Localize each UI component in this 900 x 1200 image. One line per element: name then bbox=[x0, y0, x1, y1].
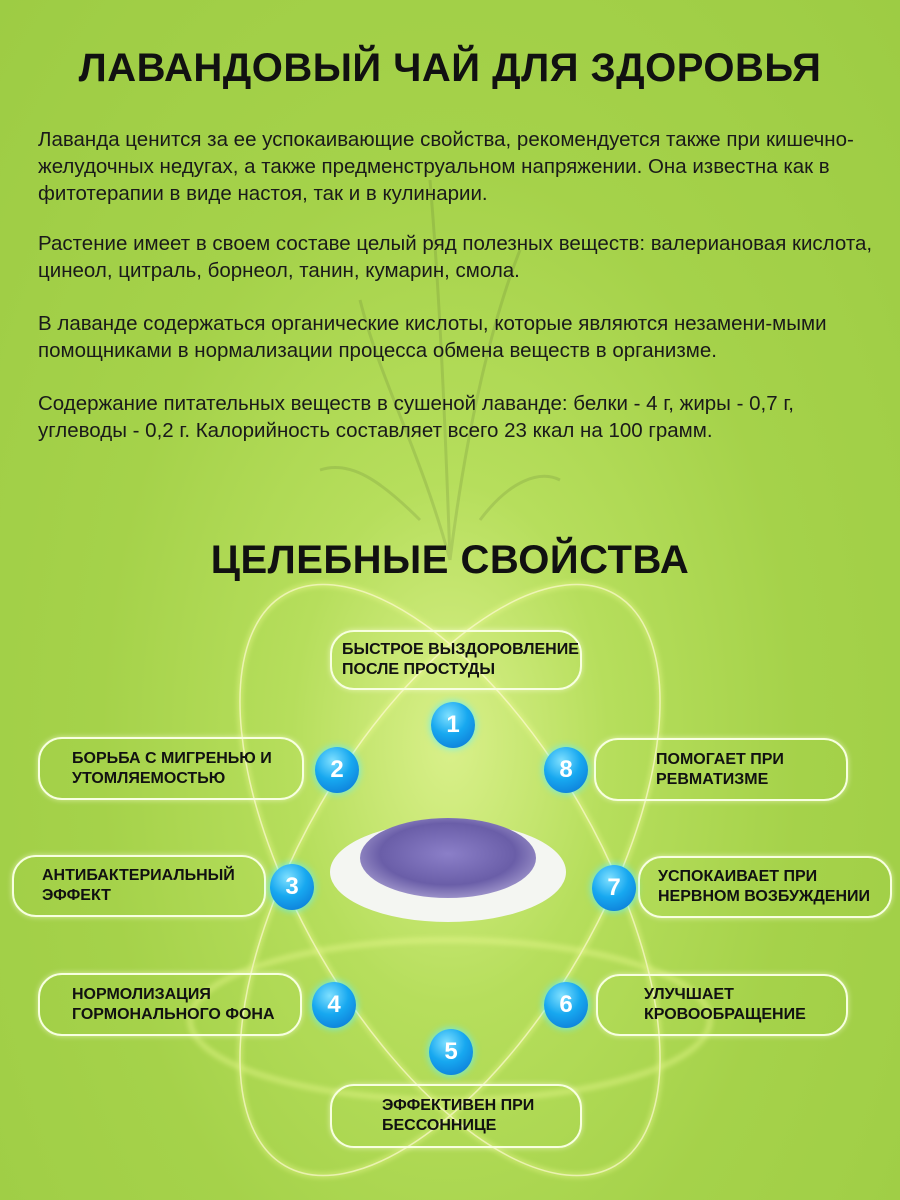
property-box-3 bbox=[12, 855, 266, 917]
property-box-2 bbox=[38, 737, 304, 800]
property-box-7 bbox=[638, 856, 892, 918]
property-text: УЛУЧШАЕТ КРОВООБРАЩЕНИЕ bbox=[644, 986, 806, 1023]
section-title: ЦЕЛЕБНЫЕ СВОЙСТВА bbox=[210, 538, 690, 582]
number-badge-5: 5 bbox=[429, 1029, 473, 1075]
property-text: АНТИБАКТЕРИАЛЬНЫЙ ЭФФЕКТ bbox=[42, 867, 235, 904]
intro-paragraph: Лаванда ценится за ее успокаивающие свойства, рекомендуется также при кишечно-желудочных недугах, а также предменструальном напряжении. Она известна как в фитотерапии в виде настоя, так и в кулинарии. bbox=[38, 128, 854, 205]
property-text: ПОМОГАЕТ ПРИ РЕВМАТИЗМЕ bbox=[656, 750, 784, 788]
property-text: БОРЬБА С МИГРЕНЬЮ И УТОМЛЯЕМОСТЬЮ bbox=[72, 749, 272, 787]
number-badge-1: 1 bbox=[431, 702, 475, 748]
property-text: БЫСТРОЕ ВЫЗДОРОВЛЕНИЕ ПОСЛЕ ПРОСТУДЫ bbox=[342, 641, 579, 678]
property-box-6 bbox=[596, 974, 848, 1036]
property-box-5 bbox=[330, 1084, 582, 1148]
composition-paragraph: Растение имеет в своем составе целый ряд полезных веществ: валериановая кислота, цинеол, цитраль, борнеол, танин, кумарин, смола. bbox=[38, 232, 873, 282]
property-text: ЭФФЕКТИВЕН ПРИ БЕССОННИЦЕ bbox=[382, 1097, 535, 1134]
number-badge-7: 7 bbox=[592, 865, 636, 911]
page-title: ЛАВАНДОВЫЙ ЧАЙ ДЛЯ ЗДОРОВЬЯ bbox=[78, 46, 822, 90]
property-box-8 bbox=[594, 738, 848, 801]
number-badge-4: 4 bbox=[312, 982, 356, 1028]
property-box-1 bbox=[330, 630, 582, 690]
property-text: НОРМОЛИЗАЦИЯ ГОРМОНАЛЬНОГО ФОНА bbox=[72, 985, 275, 1023]
number-badge-2: 2 bbox=[315, 747, 359, 793]
number-badge-3: 3 bbox=[270, 864, 314, 910]
property-text: УСПОКАИВАЕТ ПРИ НЕРВНОМ ВОЗБУЖДЕНИИ bbox=[658, 868, 870, 905]
property-box-4 bbox=[38, 973, 302, 1036]
lavender-plate-image bbox=[330, 818, 566, 922]
acids-paragraph: В лаванде содержаться органические кислоты, которые являются незамени-мыми помощниками в нормализации процесса обмена веществ в организме. bbox=[38, 312, 827, 362]
nutrition-paragraph: Содержание питательных веществ в сушеной лаванде: белки - 4 г, жиры - 0,7 г, углеводы - 0,2 г. Калорийность составляет всего 23 ккал на 100 грамм. bbox=[38, 392, 794, 442]
number-badge-8: 8 bbox=[544, 747, 588, 793]
number-badge-6: 6 bbox=[544, 982, 588, 1028]
